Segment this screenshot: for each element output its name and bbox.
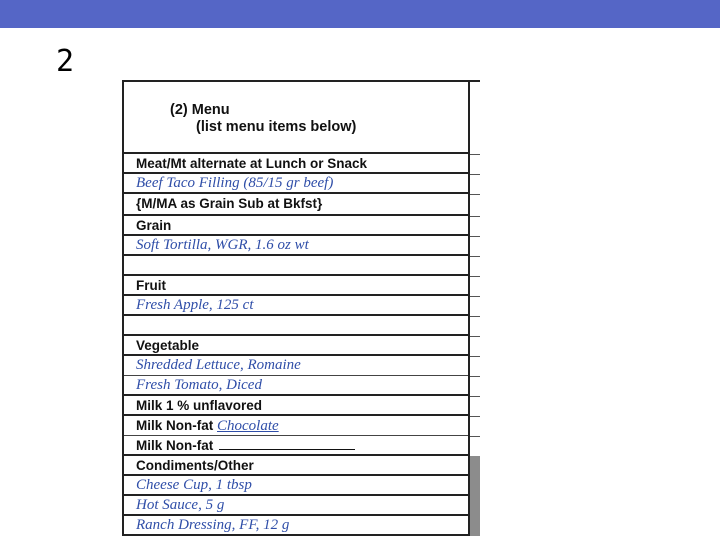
grid-line — [470, 216, 480, 217]
grid-line — [470, 194, 480, 195]
row-grain-category: Grain — [124, 216, 468, 236]
menu-table — [122, 80, 480, 536]
grid-line — [470, 296, 480, 297]
menu-column — [124, 82, 470, 536]
grid-line — [470, 336, 480, 337]
title-bar — [0, 0, 720, 28]
slide-number: 2 — [56, 44, 75, 79]
row-empty — [124, 256, 468, 276]
grid-line — [470, 356, 480, 357]
row-vegetable-category: Vegetable — [124, 336, 468, 356]
milk-label: Milk Non-fat — [136, 438, 214, 453]
row-milk — [124, 416, 468, 436]
menu-header-title: (2) Menu — [170, 102, 230, 118]
grid-line — [470, 316, 480, 317]
row-fruit-item: Fresh Apple, 125 ct — [124, 296, 468, 316]
row-vegetable-item: Fresh Tomato, Diced — [124, 376, 468, 396]
milk-label: Milk Non-fat — [136, 418, 214, 433]
row-meat-item: Beef Taco Filling (85/15 gr beef) — [124, 174, 468, 194]
grid-line — [470, 256, 480, 257]
row-milk — [124, 436, 468, 456]
row-mma-note: {M/MA as Grain Sub at Bkfst} — [124, 194, 468, 216]
row-empty — [124, 316, 468, 336]
grid-line — [470, 376, 480, 377]
row-condiment-item: Ranch Dressing, FF, 12 g — [124, 516, 468, 536]
grid-line — [470, 416, 480, 417]
grid-line — [470, 396, 480, 397]
row-vegetable-item: Shredded Lettuce, Romaine — [124, 356, 468, 376]
row-meat-category: Meat/Mt alternate at Lunch or Snack — [124, 154, 468, 174]
grid-line — [470, 154, 480, 155]
row-fruit-category: Fruit — [124, 276, 468, 296]
grid-line — [470, 174, 480, 175]
adjacent-column — [470, 82, 480, 536]
blank-line — [219, 437, 355, 450]
row-grain-item: Soft Tortilla, WGR, 1.6 oz wt — [124, 236, 468, 256]
shaded-cells — [470, 456, 480, 536]
row-condiment-item: Cheese Cup, 1 tbsp — [124, 476, 468, 496]
menu-header — [124, 82, 468, 154]
row-condiment-item: Hot Sauce, 5 g — [124, 496, 468, 516]
row-condiments-category: Condiments/Other — [124, 456, 468, 476]
grid-line — [470, 276, 480, 277]
menu-header-subtitle: (list menu items below) — [196, 119, 357, 135]
milk-flavor-value: Chocolate — [217, 418, 279, 434]
grid-line — [470, 436, 480, 437]
row-milk: Milk 1 % unflavored — [124, 396, 468, 416]
grid-line — [470, 236, 480, 237]
